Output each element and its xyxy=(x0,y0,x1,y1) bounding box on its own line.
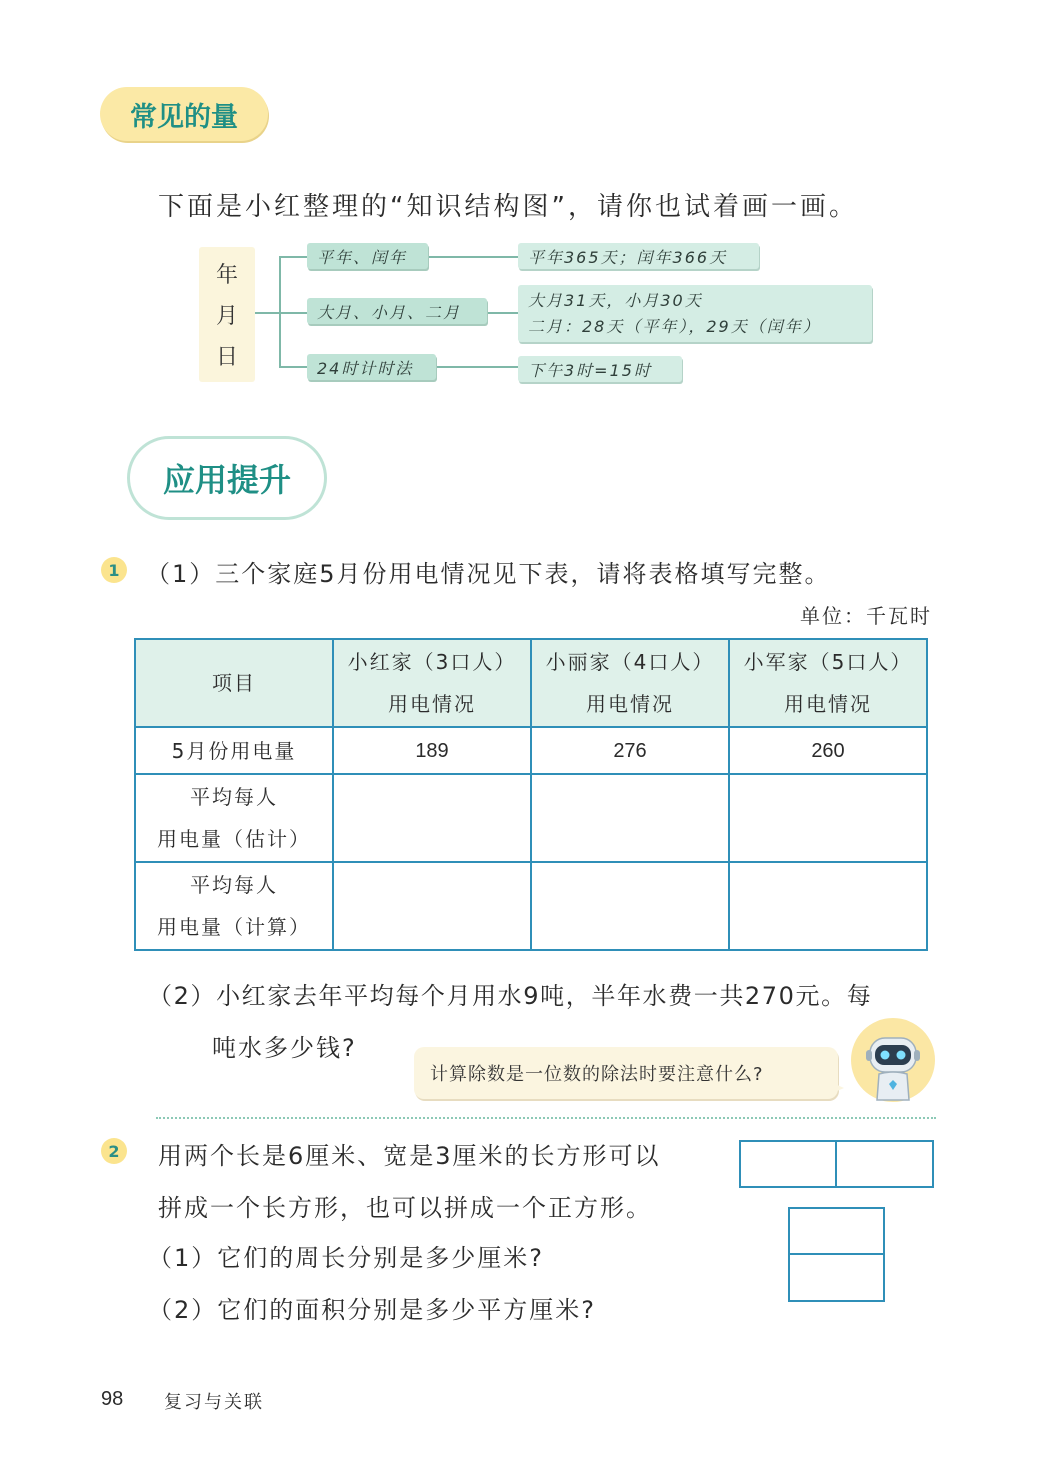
connector-line xyxy=(279,366,307,368)
root-char: 年 xyxy=(215,263,238,288)
section-title-application: 应用提升 xyxy=(127,436,327,520)
value-cell: 260 xyxy=(729,727,927,774)
detail-24h: 下午3时=15时 xyxy=(518,356,682,382)
rectangle-piece xyxy=(835,1140,934,1188)
connector-line xyxy=(255,312,279,314)
footer-title: 复习与关联 xyxy=(164,1392,264,1413)
detail-months xyxy=(518,285,872,342)
unit-label: 单位：千瓦时 xyxy=(800,604,932,628)
root-char: 月 xyxy=(215,304,238,329)
detail-leap-year: 平年365天；闰年366天 xyxy=(518,243,759,269)
hint-bubble-tail xyxy=(826,1080,844,1096)
root-char: 日 xyxy=(215,345,238,370)
topic-leap-year: 平年、闰年 xyxy=(307,243,428,269)
header-cell: 小红家（3口人） 用电情况 xyxy=(333,639,531,727)
question-number-badge: 2 xyxy=(101,1138,127,1164)
detail-line: 大月31天，小月30天 xyxy=(528,290,703,310)
q2-sub1: （1）它们的周长分别是多少厘米? xyxy=(148,1244,545,1272)
header-cell: 小军家（5口人） 用电情况 xyxy=(729,639,927,727)
table-row xyxy=(135,862,927,950)
table-row xyxy=(135,727,927,774)
rectangle-piece xyxy=(788,1253,885,1302)
knowledge-root xyxy=(199,247,255,382)
answer-cell[interactable] xyxy=(531,774,729,862)
connector-line xyxy=(428,256,518,258)
value-cell: 276 xyxy=(531,727,729,774)
rectangle-piece xyxy=(739,1140,837,1188)
section-title-common-quantities: 常见的量 xyxy=(100,87,268,141)
detail-line: 二月：28天（平年），29天（闰年） xyxy=(528,316,821,336)
topic-24h: 24时计时法 xyxy=(307,354,436,380)
answer-cell[interactable] xyxy=(729,862,927,950)
table-header-row xyxy=(135,639,927,727)
connector-line xyxy=(487,312,518,314)
robot-icon xyxy=(851,1018,935,1102)
intro-text: 下面是小红整理的“知识结构图”，请你也试着画一画。 xyxy=(158,192,858,222)
connector-line xyxy=(279,256,307,258)
answer-cell[interactable] xyxy=(333,774,531,862)
connector-line xyxy=(436,366,518,368)
q2-line2: 拼成一个长方形，也可以拼成一个正方形。 xyxy=(158,1194,652,1222)
q1-part2-line1: （2）小红家去年平均每个月用水9吨，半年水费一共270元。每 xyxy=(148,982,873,1010)
q2-line1: 用两个长是6厘米、宽是3厘米的长方形可以 xyxy=(158,1142,661,1170)
answer-cell[interactable] xyxy=(333,862,531,950)
header-cell: 小丽家（4口人） 用电情况 xyxy=(531,639,729,727)
electricity-table xyxy=(134,638,928,951)
answer-cell[interactable] xyxy=(531,862,729,950)
q1-part2-line2: 吨水多少钱? xyxy=(212,1034,357,1062)
topic-months: 大月、小月、二月 xyxy=(307,298,487,324)
q2-sub2: （2）它们的面积分别是多少平方厘米? xyxy=(148,1296,597,1324)
connector-line xyxy=(279,312,307,314)
hint-bubble: 计算除数是一位数的除法时要注意什么? xyxy=(414,1047,838,1099)
value-cell: 189 xyxy=(333,727,531,774)
row-label: 5月份用电量 xyxy=(135,727,333,774)
q1-part1-text: （1）三个家庭5月份用电情况见下表，请将表格填写完整。 xyxy=(146,560,831,588)
question-number-badge: 1 xyxy=(101,557,127,583)
header-cell: 项目 xyxy=(135,639,333,727)
row-label: 平均每人 用电量（估计） xyxy=(135,774,333,862)
rectangle-piece xyxy=(788,1207,885,1255)
table-row xyxy=(135,774,927,862)
page-number: 98 xyxy=(101,1388,124,1410)
answer-cell[interactable] xyxy=(729,774,927,862)
dotted-divider xyxy=(156,1117,936,1119)
row-label: 平均每人 用电量（计算） xyxy=(135,862,333,950)
